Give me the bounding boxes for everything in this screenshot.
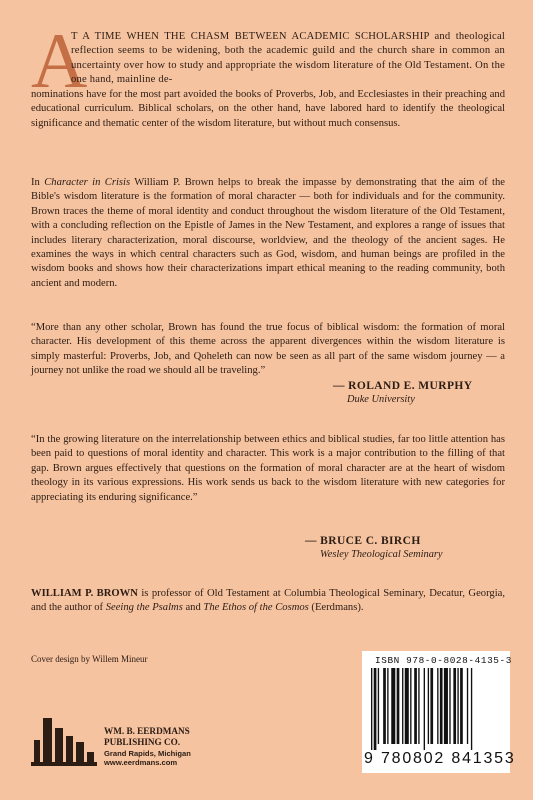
cover-design-credit: Cover design by Willem Mineur [31,654,148,664]
bio-title-2: The Ethos of the Cosmos [203,602,309,614]
bio-and: and [182,602,204,614]
author-bio [31,587,505,616]
publisher-name-line2: PUBLISHING CO. [104,737,181,747]
bio-text-1: is professor of Old Testament at Columbia Theological Seminary, Decatur, Georgia, and the author of [31,588,506,614]
barcode-number: 9 780802 841353 [364,750,516,767]
endorsement-2: “In the growing literature on the interrelationship between ethics and biblical studies, far too little attention has been paid to questions of moral identity and character. This work is a major contribution to the filling of that gap. Brown argues effectively that questions on the formation of moral character are at the heart of wisdom theology in its various expressions. His work sends us back to the wisdom literature with new categories for appreciating its enduring significance.” [31,434,505,503]
intro-text-first: T A TIME WHEN THE CHASM BETWEEN ACADEMIC SCHOLARSHIP and theological reflection seems to be widening, both the academic guild and the church share in common an uncertainty over how to study and appropriate the wisdom literature of the Old Testament. On the one hand, mainline de- [71,31,505,86]
endorsement-2-affiliation: Wesley Theological Seminary [320,549,443,560]
book-title: Character in Crisis [44,177,131,188]
para-lead: In [31,177,40,188]
publisher-city: Grand Rapids, Michigan [104,749,191,758]
endorsement-1-affiliation: Duke University [347,394,415,405]
description-text: William P. Brown helps to break the impasse by demonstrating that the aim of the Bible's wisdom literature is the formation of moral character — both for individuals and for the community. Brown traces the theme of moral identity and conduct throughout the wisdom literature of the Old Testament, with a concluding reflection on the Epistle of James in the New Testament, and explores a range of issues that includes literary characterization, moral discourse, worldview, and the theology of the ancient sages. He examines the ways in which central characters such as God, wisdom, and human beings are profiled in the wisdom books and shows how their characterizations impart ethical meaning to the reading community, both ancient and modern. [31,177,505,289]
endorsement-1-author: — ROLAND E. MURPHY [333,380,473,392]
bio-text-2: (Eerdmans). [308,602,364,614]
publisher-location [104,749,191,767]
intro-paragraph-rest: nominations have for the most part avoided the books of Proverbs, Job, and Ecclesiastes in their preaching and educational curriculum. Biblical scholars, on the other hand, have labored hard to identify the theological significance and thematic center of the wisdom literature, but without much consensus. [31,89,505,129]
drop-cap: A [31,17,88,104]
publisher-logo-icon [31,716,97,768]
endorsement-1: “More than any other scholar, Brown has found the true focus of biblical wisdom: the formation of moral character. His development of this theme across the apparent divergences within the wisdom literature is simply masterful: Proverbs, Job, and Qoheleth can now be seen as all part of the same wisdom journey — a journey not unlike the road we should all be traveling.” [31,322,505,377]
endorsement-2-author: — BRUCE C. BIRCH [305,535,421,547]
description-paragraph [31,176,505,291]
author-name: WILLIAM P. BROWN [31,588,138,599]
bio-title-1: Seeing the Psalms [105,602,183,614]
publisher-name [104,726,190,748]
intro-paragraph-start [71,30,505,88]
publisher-name-line1: WM. B. EERDMANS [104,726,190,736]
isbn-label: ISBN 978-0-8028-4135-3 [375,655,512,666]
barcode-icon [371,668,505,750]
publisher-website: www.eerdmans.com [104,758,178,767]
